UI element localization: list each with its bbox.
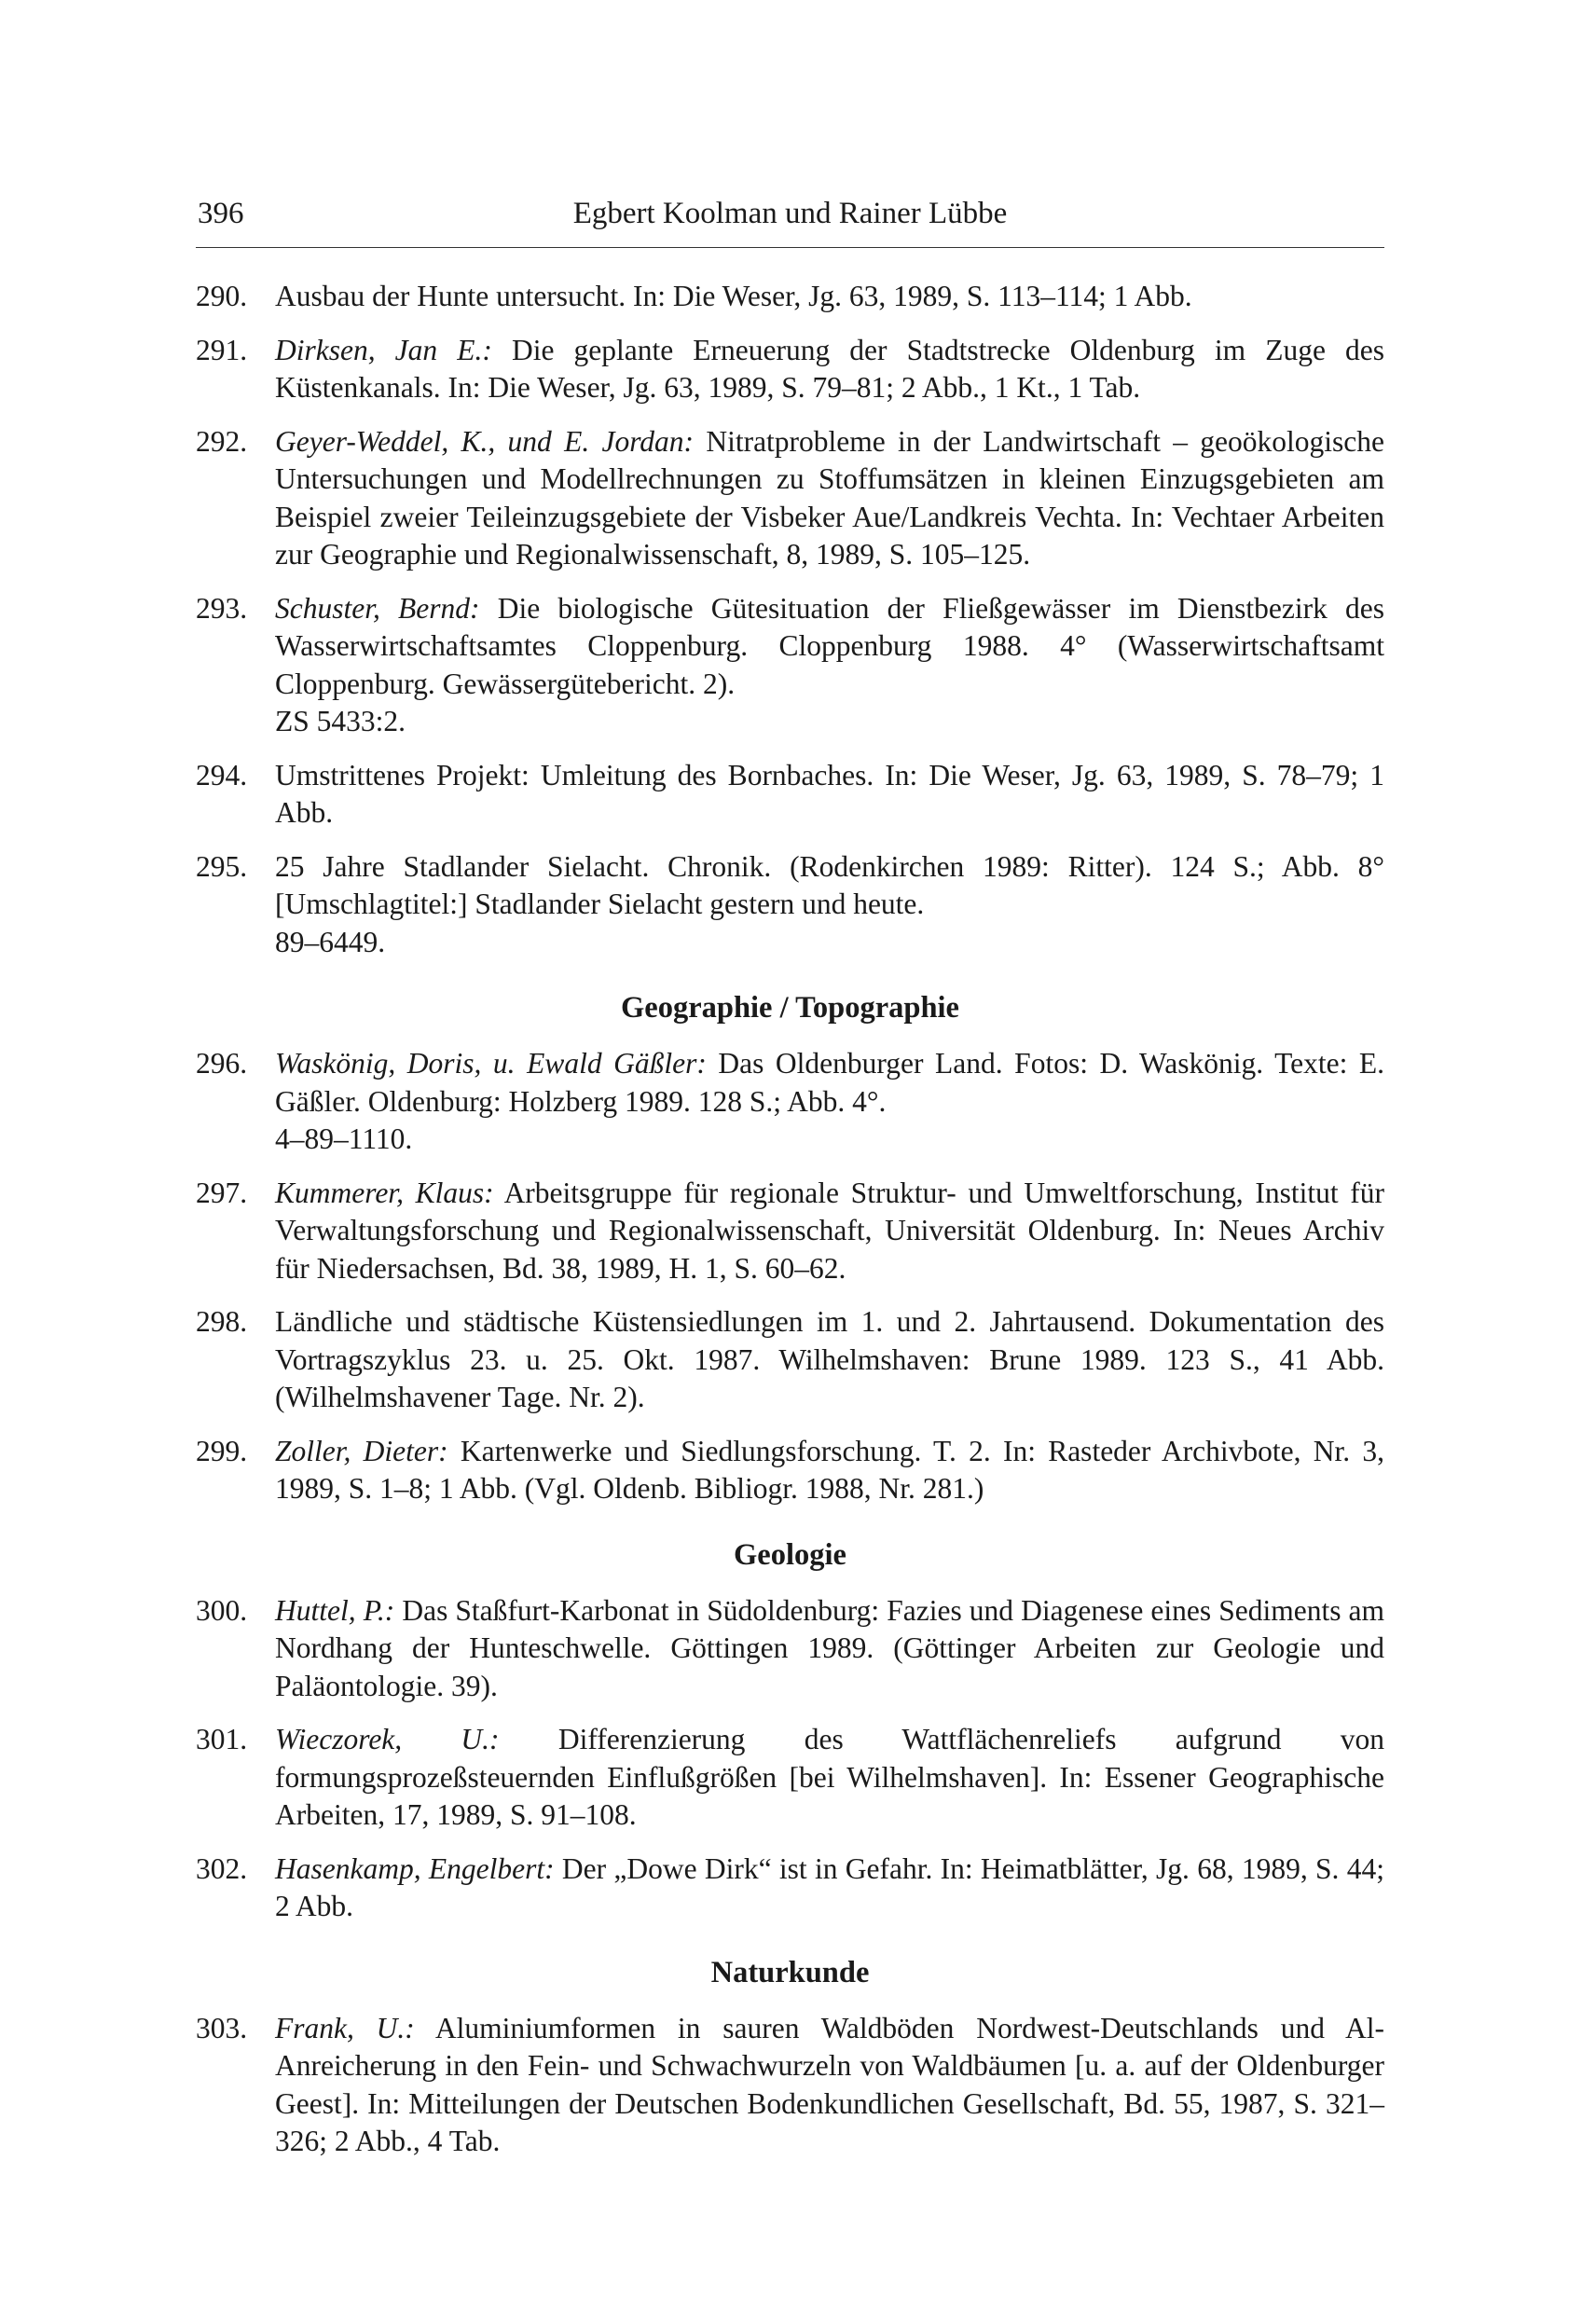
bibliography-entry <box>196 1721 1384 1835</box>
entry-number: 298. <box>196 1305 248 1338</box>
entry-number: 302. <box>196 1851 248 1885</box>
entry-text <box>275 1175 1384 1288</box>
entry-number: 290. <box>196 280 248 312</box>
entry-text <box>275 1851 1384 1926</box>
entry-body: Kartenwerke und Siedlungsforschung. T. 2. In: Rasteder Archivbote, Nr. 3, 1989, S. 1–8; 1 Abb. (Vgl. Oldenb. Bibliogr. 1988, Nr. 281.) <box>275 1434 1384 1505</box>
entry-text <box>275 1433 1384 1508</box>
section-heading: Geologie <box>734 1537 846 1572</box>
entry-text <box>275 1592 1384 1706</box>
entry-author: Huttel, P.: <box>275 1593 395 1627</box>
bibliography-entry <box>196 1851 1384 1926</box>
entry-author: Wieczorek, U.: <box>275 1723 500 1755</box>
bibliography-entry <box>196 848 1384 962</box>
entry-number: 299. <box>196 1434 248 1467</box>
entry-number: 294. <box>196 758 248 791</box>
entry-author: Schuster, Bernd: <box>275 591 480 625</box>
entry-text <box>275 2010 1384 2161</box>
entry-author: Zoller, Dieter: <box>275 1434 448 1467</box>
entry-number: 291. <box>196 333 248 366</box>
bibliography-entry <box>196 2010 1384 2161</box>
entry-body: Das Staßfurt-Karbonat in Südoldenburg: Fazies und Diagenese eines Sediments am Nordhang der Hunteschwelle. Göttingen 1989. (Göttinger Arbeiten zur Geologie und Paläontologie. 39). <box>275 1593 1385 1702</box>
entry-body: Das Oldenburger Land. Fotos: D. Waskönig. Texte: E. Gäßler. Oldenburg: Holzberg 1989. 128 S.; Abb. 4°. <box>275 1047 1384 1118</box>
entry-call-number: ZS 5433:2. <box>275 705 406 737</box>
entry-author: Frank, U.: <box>275 2011 415 2044</box>
entry-text <box>275 590 1384 741</box>
page-number: 396 <box>198 197 244 230</box>
entry-author: Hasenkamp, Engelbert: <box>275 1851 555 1885</box>
bibliography-entry <box>196 332 1384 407</box>
entry-text <box>275 848 1384 962</box>
bibliography-entry <box>196 1303 1384 1417</box>
entry-author: Geyer-Weddel, K., und E. Jordan: <box>275 424 695 458</box>
entry-text <box>275 332 1384 407</box>
entry-text <box>275 757 1384 833</box>
entry-body: Arbeitsgruppe für regionale Struktur- und Umweltforschung, Institut für Verwaltungsforschung und Regionalwissenschaft, Universität Oldenburg. In: Neues Archiv für Niedersachsen, Bd. 38, 1989, H. 1, S. 60–62. <box>275 1176 1384 1285</box>
bibliography-entry <box>196 423 1384 574</box>
entry-call-number: 89–6449. <box>275 925 386 958</box>
entry-author: Kummerer, Klaus: <box>275 1176 494 1209</box>
page-header <box>196 191 1384 248</box>
entry-text <box>275 1721 1384 1835</box>
entry-number: 295. <box>196 849 248 883</box>
entry-number: 296. <box>196 1047 248 1080</box>
entry-body: Die biologische Gütesituation der Fließgewässer im Dienstbezirk des Wasserwirtschaftsamtes Cloppenburg. Cloppenburg 1988. 4° (Wasserwirtschaftsamt Cloppenburg. Gewässergütebericht. 2). <box>275 591 1385 700</box>
entry-number: 292. <box>196 424 248 458</box>
entry-body: Ausbau der Hunte untersucht. In: Die Weser, Jg. 63, 1989, S. 113–114; 1 Abb. <box>275 280 1192 312</box>
entry-body: Ländliche und städtische Küstensiedlungen im 1. und 2. Jahrtausend. Dokumentation des Vortragszyklus 23. u. 25. Okt. 1987. Wilhelmshaven: Brune 1989. 123 S., 41 Abb. (Wilhelmshavener Tage. Nr. 2). <box>275 1305 1384 1413</box>
entry-text <box>275 1045 1384 1159</box>
bibliography-entry <box>196 1592 1384 1706</box>
bibliography-entry <box>196 1045 1384 1159</box>
running-head: Egbert Koolman und Rainer Lübbe <box>572 197 1008 230</box>
bibliography-content <box>196 278 1384 2177</box>
entry-number: 293. <box>196 591 248 625</box>
entry-call-number: 4–89–1110. <box>275 1122 413 1155</box>
bibliography-entry <box>196 757 1384 833</box>
entry-body: Aluminiumformen in sauren Waldböden Nordwest-Deutschlands und Al-Anreicherung in den Fein- und Schwachwurzeln von Waldbäumen [u. a. auf der Oldenburger Geest]. In: Mitteilungen der Deutschen Bodenkundlichen Gesellschaft, Bd. 55, 1987, S. 321–326; 2 Abb., 4 Tab. <box>275 2011 1385 2157</box>
bibliography-entry <box>196 590 1384 741</box>
entry-author: Dirksen, Jan E.: <box>275 333 492 366</box>
entry-body: Umstrittenes Projekt: Umleitung des Bornbaches. In: Die Weser, Jg. 63, 1989, S. 78–79; 1 Abb. <box>275 758 1384 829</box>
entry-body: Die geplante Erneuerung der Stadtstrecke Oldenburg im Zuge des Küstenkanals. In: Die Weser, Jg. 63, 1989, S. 79–81; 2 Abb., 1 Kt., 1 Tab. <box>275 333 1384 404</box>
bibliography-entry <box>196 278 1384 316</box>
entry-body: Der „Dowe Dirk“ ist in Gefahr. In: Heimatblätter, Jg. 68, 1989, S. 44; 2 Abb. <box>275 1851 1384 1922</box>
section-heading: Geographie / Topographie <box>621 991 959 1025</box>
entry-number: 297. <box>196 1176 248 1209</box>
entry-text <box>275 423 1384 574</box>
entry-number: 301. <box>196 1723 248 1755</box>
entry-number: 300. <box>196 1593 248 1627</box>
entry-text <box>275 1303 1384 1417</box>
bibliography-entry <box>196 1175 1384 1288</box>
entry-author: Waskönig, Doris, u. Ewald Gäßler: <box>275 1047 707 1080</box>
entry-number: 303. <box>196 2011 248 2044</box>
entry-body: Differenzierung des Wattflächenreliefs aufgrund von formungsprozeßsteuernden Einflußgrößen [bei Wilhelmshaven]. In: Essener Geographische Arbeiten, 17, 1989, S. 91–108. <box>275 1723 1385 1831</box>
section-heading: Naturkunde <box>710 1955 870 1989</box>
bibliography-entry <box>196 1433 1384 1508</box>
entry-body: Nitratprobleme in der Landwirtschaft – geoökologische Untersuchungen und Modellrechnungen zu Stoffumsätzen in kleinen Einzugsgebieten am Beispiel zweier Teileinzugsgebiete der Visbeker Aue/Landkreis Vechta. In: Vechtaer Arbeiten zur Geographie und Regionalwissenschaft, 8, 1989, S. 105–125. <box>275 424 1384 571</box>
entry-body: 25 Jahre Stadlander Sielacht. Chronik. (Rodenkirchen 1989: Ritter). 124 S.; Abb. 8° [Umschlagtitel:] Stadlander Sielacht gestern und heute. <box>275 849 1384 920</box>
entry-text <box>275 278 1384 316</box>
